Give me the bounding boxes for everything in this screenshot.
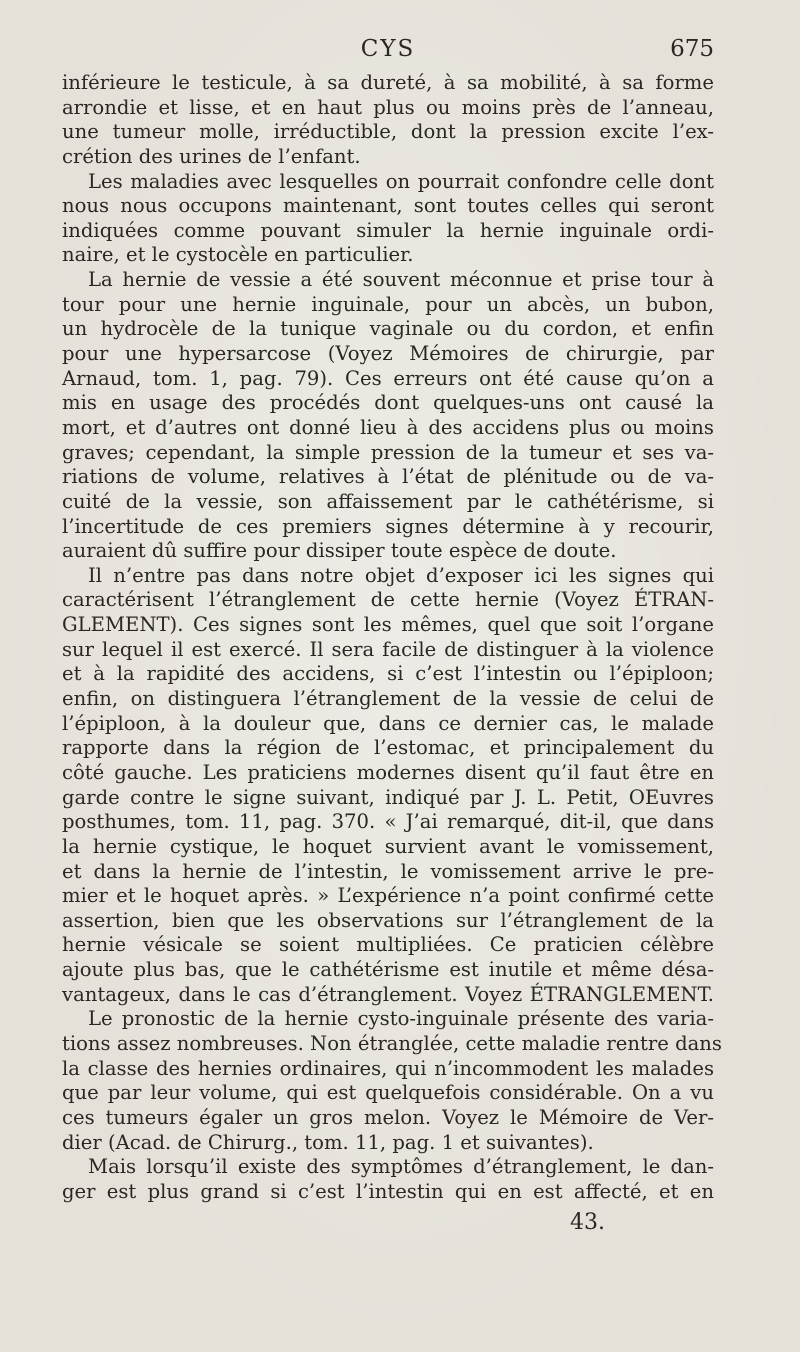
text-line: rapporte dans la région de l’estomac, et principalement du [62,736,714,760]
text-line: Arnaud, tom. 1, pag. 79). Ces erreurs ont été cause qu’on a [62,366,714,390]
text-line: nous nous occupons maintenant, sont toutes celles qui seront [62,194,714,218]
text-line: l’épiploon, à la douleur que, dans ce dernier cas, le malade [62,711,714,735]
text-line: crétion des urines de l’enfant. [62,144,361,168]
text-line: auraient dû suffire pour dissiper toute espèce de doute. [62,539,617,563]
text-line: cuité de la vessie, son affaissement par le cathétérisme, si [62,489,714,513]
text-line: ger est plus grand si c’est l’intestin qui en est affecté, et en [62,1179,714,1203]
text-line: Le pronostic de la hernie cysto-inguinale présente des varia- [88,1007,714,1031]
text-line: l’incertitude de ces premiers signes détermine à y recourir, [62,514,714,538]
text-line: graves; cependant, la simple pression de la tumeur et ses va- [62,440,714,464]
text-line: Il n’entre pas dans notre objet d’exposer ici les signes qui [88,563,714,587]
text-line: la classe des hernies ordinaires, qui n’incommodent les malades [62,1056,714,1080]
text-line: garde contre le signe suivant, indiqué par J. L. Petit, OEuvres [62,785,714,809]
text-line: GLEMENT). Ces signes sont les mêmes, quel que soit l’organe [62,613,714,637]
text-line: mier et le hoquet après. » L’expérience n’a point confirmé cette [62,884,714,908]
text-line: riations de volume, relatives à l’état de plénitude ou de va- [62,465,714,489]
text-body [62,71,722,1204]
text-line: et à la rapidité des accidens, si c’est l’intestin ou l’épiploon; [62,662,714,686]
text-line: tour pour une hernie inguinale, pour un abcès, un bubon, [62,292,714,316]
text-line: ces tumeurs égaler un gros melon. Voyez le Mémoire de Ver- [62,1105,714,1129]
text-line: pour une hypersarcose (Voyez Mémoires de chirurgie, par [62,342,714,366]
text-line: tions assez nombreuses. Non étranglée, cette maladie rentre dans [62,1031,722,1055]
text-line: La hernie de vessie a été souvent méconnue et prise tour à [88,268,714,292]
text-line: dier (Acad. de Chirurg., tom. 11, pag. 1 et suivantes). [62,1130,594,1154]
text-line: enfin, on distinguera l’étranglement de la vessie de celui de [62,687,714,711]
text-line: caractérisent l’étranglement de cette hernie (Voyez ÉTRAN- [62,588,714,612]
text-line: Mais lorsqu’il existe des symptômes d’étranglement, le dan- [88,1155,714,1179]
signature-mark: 43. [570,1210,605,1235]
text-line: un hydrocèle de la tunique vaginale ou du cordon, et enfin [62,317,714,341]
text-line: ajoute plus bas, que le cathétérisme est inutile et même désa- [62,958,714,982]
text-line: sur lequel il est exercé. Il sera facile de distinguer à la violence [62,637,714,661]
page-number: 675 [670,36,714,62]
text-line: indiquées comme pouvant simuler la hernie inguinale ordi- [62,218,714,242]
text-line: que par leur volume, qui est quelquefois considérable. On a vu [62,1081,714,1105]
text-line: et dans la hernie de l’intestin, le vomissement arrive le pre- [62,859,714,883]
text-line: vantageux, dans le cas d’étranglement. Voyez ÉTRANGLEMENT. [62,982,714,1006]
text-line: hernie vésicale se soient multipliées. Ce praticien célèbre [62,933,714,957]
text-line: une tumeur molle, irréductible, dont la pression excite l’ex- [62,120,714,144]
text-line: assertion, bien que les observations sur l’étranglement de la [62,908,714,932]
text-line: inférieure le testicule, à sa dureté, à sa mobilité, à sa forme [62,71,714,94]
text-line: côté gauche. Les praticiens modernes disent qu’il faut être en [62,760,714,784]
text-line: mis en usage des procédés dont quelques-uns ont causé la [62,391,714,415]
text-line: mort, et d’autres ont donné lieu à des accidens plus ou moins [62,415,714,439]
text-line: la hernie cystique, le hoquet survient avant le vomissement, [62,834,714,858]
text-line: posthumes, tom. 11, pag. 370. « J’ai remarqué, dit-il, que dans [62,810,714,834]
text-line: naire, et le cystocèle en particulier. [62,243,414,267]
text-line: arrondie et lisse, et en haut plus ou moins près de l’anneau, [62,95,714,119]
text-line: Les maladies avec lesquelles on pourrait confondre celle dont [88,169,714,193]
page-header [62,36,714,70]
running-head: CYS [360,36,416,62]
